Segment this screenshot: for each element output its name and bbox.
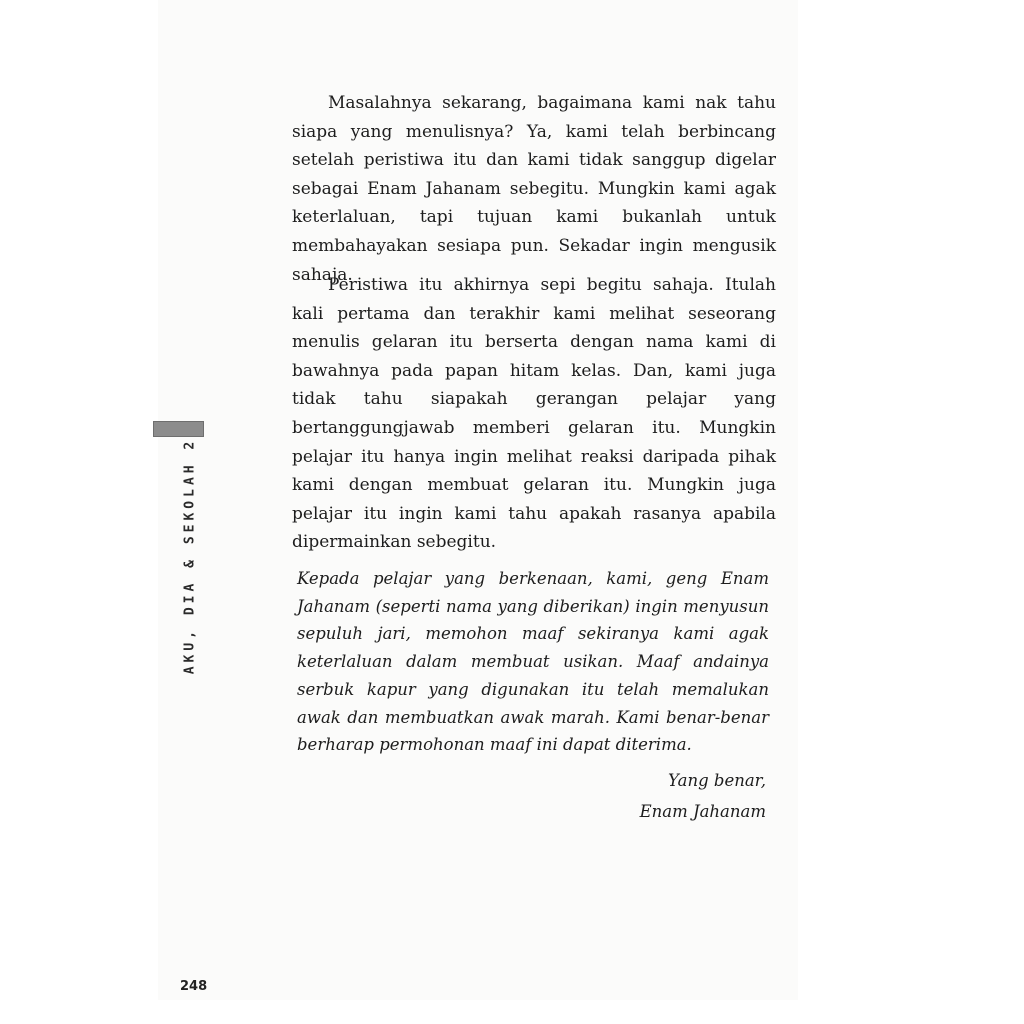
body-paragraph-1: Masalahnya sekarang, bagaimana kami nak tahu siapa yang menulisnya? Ya, kami telah berbincang setelah peristiwa itu dan kami tidak sanggup digelar sebagai Enam Jahanam sebegitu. Mungkin kami agak keterlaluan, tapi tujuan kami bukanlah untuk membahayakan sesiapa pun. Sekadar ingin mengusik sahaja.: [292, 93, 776, 285]
letter-signoff: [640, 765, 766, 827]
page-number: 248: [180, 979, 208, 994]
running-title-text: AKU, DIA & SEKOLAH 2: [182, 437, 198, 675]
letter-closing: Yang benar,: [668, 771, 766, 790]
body-paragraph-2: Peristiwa itu akhirnya sepi begitu sahaja. Itulah kali pertama dan terakhir kami melihat seseorang menulis gelaran itu berserta dengan nama kami di bawahnya pada papan hitam kelas. Dan, kami juga tidak tahu siapakah gerangan pelajar yang bertanggungjawab memberi gelaran itu. Mungkin pelajar itu hanya ingin melihat reaksi daripada pihak kami dengan membuat gelaran itu. Mungkin juga pelajar itu ingin kami tahu apakah rasanya apabila dipermainkan sebegitu.: [292, 275, 776, 553]
apology-letter: Kepada pelajar yang berkenaan, kami, geng Enam Jahanam (seperti nama yang diberikan) ingin menyusun sepuluh jari, memohon maaf sekiranya kami agak keterlaluan dalam membuat usikan. Maaf andainya serbuk kapur yang digunakan itu telah memalukan awak dan membuatkan awak marah. Kami benar-benar berharap permohonan maaf ini dapat diterima.: [297, 569, 769, 755]
running-title-marker: [153, 421, 204, 437]
letter-signature: Enam Jahanam: [639, 802, 766, 821]
